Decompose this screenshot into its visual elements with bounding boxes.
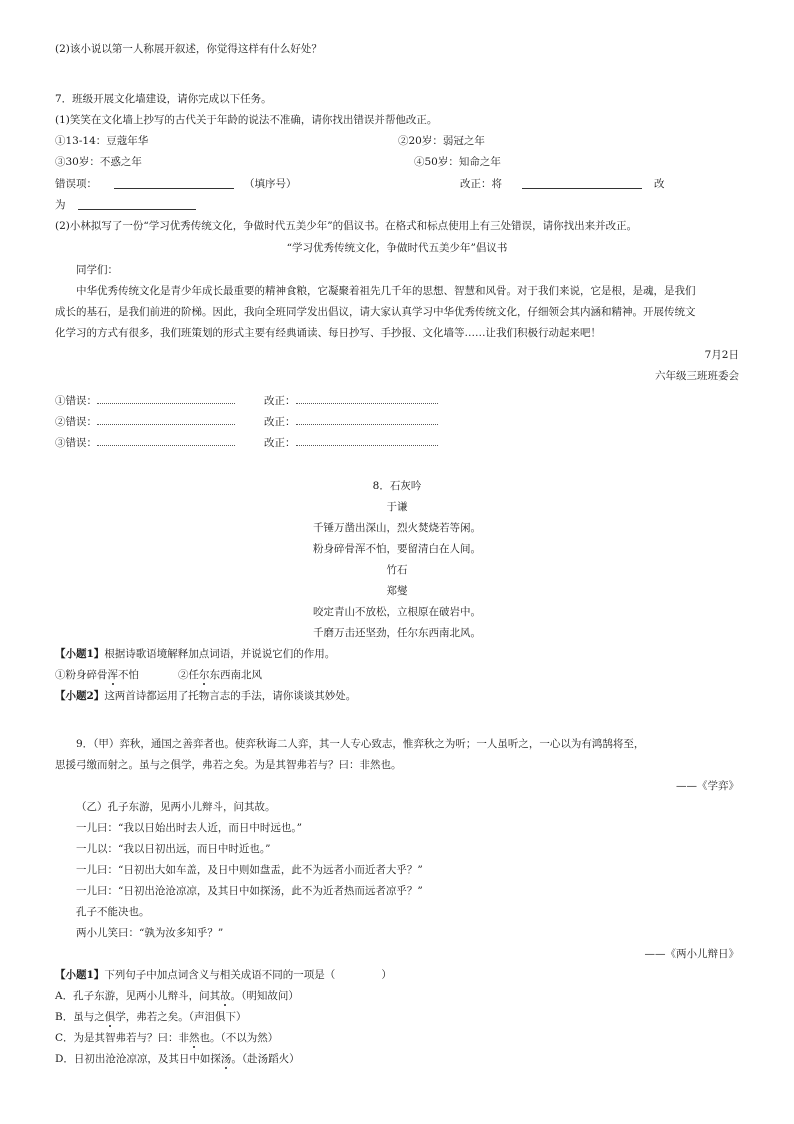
fix-label: 改正：将 bbox=[460, 178, 502, 190]
error-2-label: ②错误： bbox=[55, 416, 97, 428]
fix-2-label: 改正： bbox=[264, 416, 296, 428]
dotted-char: 然 bbox=[189, 1032, 200, 1044]
q9-text-b-line-1: 一儿曰：“我以日始出时去人近，而日中时远也。” bbox=[76, 822, 302, 834]
q8-subq-2 bbox=[55, 689, 356, 703]
q9-text-b-line-2: 一儿以：“我以日初出远，而日中时近也。” bbox=[76, 843, 271, 855]
option-text: A．孔子东游，见两小儿辩斗，问其 bbox=[55, 990, 221, 1002]
q7-error-row bbox=[55, 177, 97, 191]
subq-tag: 【小题2】 bbox=[55, 690, 105, 702]
error-row-3 bbox=[55, 434, 235, 450]
q9-text-b-line-4: 一儿曰：“日初出沧沧凉凉，及其日中如探汤，此不为近者热而远者凉乎？” bbox=[76, 885, 423, 897]
fix-end: 为 bbox=[55, 199, 66, 211]
fix-3-label: 改正： bbox=[264, 437, 296, 449]
word-part: 东西南北风 bbox=[209, 669, 262, 681]
dotted-char: 尔 bbox=[199, 669, 210, 681]
subq-close: ） bbox=[381, 969, 392, 981]
q9-text-b-line-3: 一儿曰：“日初出大如车盖，及日中则如盘盂，此不为远者小而近者大乎？” bbox=[76, 864, 423, 876]
error-3-blank[interactable] bbox=[97, 434, 235, 446]
q9-text-b-line-6: 两小儿笑曰：“孰为汝多知乎？” bbox=[76, 927, 224, 939]
q9-source-1: ——《学弈》 bbox=[676, 780, 739, 792]
poem-2-author: 郑燮 bbox=[386, 585, 408, 597]
q7-option-3: ③30岁：不惑之年 bbox=[55, 156, 142, 168]
error-row-2 bbox=[55, 413, 235, 429]
poem-2-title: 竹石 bbox=[386, 564, 408, 576]
letter-body-line-2: 成长的基石，是我们前进的阶梯。因此，我向全班同学发出倡议，请大家认真学习中华优秀传统文化，仔细领会其内涵和精神。开展传统文 bbox=[55, 306, 696, 318]
letter-body-line-3: 化学习的方式有很多，我们班策划的形式主要有经典诵读、每日抄写、手抄报、文化墙等……让我们积极行动起来吧！ bbox=[55, 327, 601, 339]
q8-subq-1 bbox=[55, 647, 335, 661]
option-text: 。（明知故问） bbox=[230, 990, 299, 1002]
q9-source-2: ——《两小儿辩日》 bbox=[644, 948, 739, 960]
error-answer-blank[interactable] bbox=[114, 177, 234, 189]
fix-row-1 bbox=[264, 392, 438, 408]
option-text: 。（赴汤蹈火） bbox=[231, 1053, 300, 1065]
poem-2-line-2: 千磨万击还坚劲，任尔东西南北风。 bbox=[313, 627, 481, 639]
fix-answer-blank-1[interactable] bbox=[522, 177, 642, 189]
subq-tag: 【小题1】 bbox=[55, 648, 105, 660]
q9-subq-1 bbox=[55, 968, 392, 982]
subq-tag: 【小题1】 bbox=[55, 969, 105, 981]
fix-1-blank[interactable] bbox=[296, 392, 438, 404]
poem-2-line-1: 咬定青山不放松，立根原在破岩中。 bbox=[313, 606, 481, 618]
error-1-label: ①错误： bbox=[55, 395, 97, 407]
fix-answer-blank-2[interactable] bbox=[78, 198, 196, 210]
subq-text: 下列句子中加点词含义与相关成语不同的一项是（ bbox=[104, 969, 336, 981]
error-hint: （填序号） bbox=[244, 178, 297, 190]
fix-3-blank[interactable] bbox=[296, 434, 438, 446]
subq-text: 这两首诗都运用了托物言志的手法，请你谈谈其妙处。 bbox=[104, 690, 357, 702]
dotted-char: 汤 bbox=[220, 1053, 232, 1065]
q7-option-1: ①13-14：豆蔻年华 bbox=[55, 135, 149, 147]
letter-greeting: 同学们： bbox=[76, 264, 118, 276]
word-part: ②任 bbox=[178, 669, 199, 681]
poem-1-line-1: 千锤万凿出深山，烈火焚烧若等闲。 bbox=[313, 522, 481, 534]
word-part: ①粉身碎骨 bbox=[55, 669, 108, 681]
fix-row-2 bbox=[264, 413, 438, 429]
q8-word-2 bbox=[178, 668, 262, 682]
error-2-blank[interactable] bbox=[97, 413, 235, 425]
option-b bbox=[55, 1010, 246, 1024]
q9-text-b-line-5: 孔子不能决也。 bbox=[76, 906, 150, 918]
letter-title: “学习优秀传统文化，争做时代五美少年”倡议书 bbox=[286, 242, 508, 254]
letter-body-line-1: 中华优秀传统文化是青少年成长最重要的精神食粮，它凝聚着祖先几千年的思想、智慧和风骨。对于我们来说，它是根，是魂，是我们 bbox=[76, 285, 696, 297]
poem-1-line-2: 粉身碎骨浑不怕，要留清白在人间。 bbox=[313, 543, 481, 555]
q7-sub2: (2)小林拟写了一份“学习优秀传统文化，争做时代五美少年”的倡议书。在格式和标点使用上有三处错误，请你找出来并改正。 bbox=[55, 220, 638, 232]
error-label: 错误项： bbox=[55, 178, 97, 190]
option-a bbox=[55, 989, 299, 1003]
q7-stem: 7．班级开展文化墙建设，请你完成以下任务。 bbox=[55, 93, 272, 105]
fix-row-3 bbox=[264, 434, 438, 450]
option-text: B．虽与之 bbox=[55, 1011, 105, 1023]
option-d bbox=[55, 1052, 300, 1066]
q9-text-a-line-1: 9．（甲）弈秋，通国之善弈者也。使弈秋诲二人弈，其一人专心致志，惟弈秋之为听；一人虽听之，一心以为有鸿鹄将至， bbox=[76, 738, 645, 750]
q7-sub1: (1)笑笑在文化墙上抄写的古代关于年龄的说法不准确，请你找出错误并帮他改正。 bbox=[55, 114, 438, 126]
fix-mid: 改 bbox=[654, 178, 665, 190]
poem-1-title: 8．石灰吟 bbox=[372, 480, 422, 492]
option-text: D．日初出沧沧凉凉，及其日中如探 bbox=[55, 1053, 221, 1065]
error-row-1 bbox=[55, 392, 235, 408]
poem-1-author: 于谦 bbox=[386, 501, 408, 513]
option-text: 也。（不以为然） bbox=[199, 1032, 279, 1044]
fix-1-label: 改正： bbox=[264, 395, 296, 407]
letter-signer: 六年级三班班委会 bbox=[655, 370, 739, 382]
q6-sub2: (2)该小说以第一人称展开叙述，你觉得这样有什么好处？ bbox=[55, 43, 322, 55]
q7-option-4: ④50岁：知命之年 bbox=[414, 156, 501, 168]
word-part: 不怕 bbox=[118, 669, 139, 681]
option-c bbox=[55, 1031, 278, 1045]
dotted-char: 浑 bbox=[107, 669, 118, 681]
q9-text-b-line-0: （乙）孔子东游，见两小儿辩斗，问其故。 bbox=[76, 801, 276, 813]
letter-date: 7月2日 bbox=[704, 349, 739, 361]
option-text: 学，弗若之矣。（声泪俱下） bbox=[115, 1011, 247, 1023]
fix-2-blank[interactable] bbox=[296, 413, 438, 425]
error-1-blank[interactable] bbox=[97, 392, 235, 404]
dotted-char: 俱 bbox=[104, 1011, 116, 1023]
option-text: C．为是其智弗若与？曰：非 bbox=[55, 1032, 190, 1044]
q8-word-1 bbox=[55, 668, 139, 682]
dotted-char: 故 bbox=[220, 990, 231, 1002]
q7-option-2: ②20岁：弱冠之年 bbox=[398, 135, 485, 147]
subq-text: 根据诗歌语境解释加点词语，并说说它们的作用。 bbox=[104, 648, 336, 660]
error-3-label: ③错误： bbox=[55, 437, 97, 449]
q9-text-a-line-2: 思援弓缴而射之。虽与之俱学，弗若之矣。为是其智弗若与？曰：非然也。 bbox=[55, 759, 402, 771]
